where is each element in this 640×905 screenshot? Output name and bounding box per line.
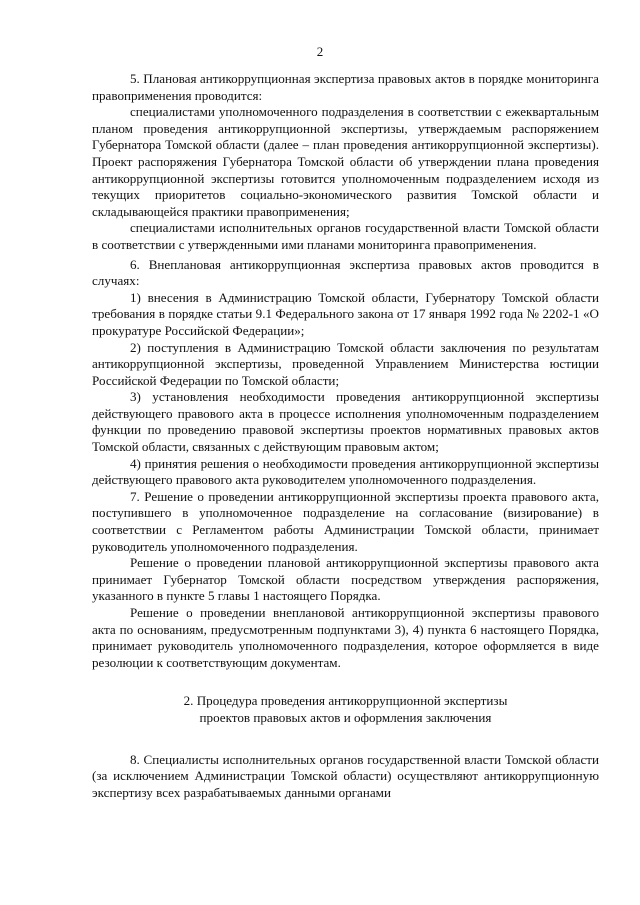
document-body [92,71,599,801]
paragraph-7: 7. Решение о проведении антикоррупционной экспертизы проекта правового акта, поступившего в уполномоченное подразделение на согласование (визирование) в соответствии с Регламентом работы Администрации Томской области, принимает руководитель уполномоченного подразделения. [92,488,599,554]
section-heading-line-2: проектов правовых актов и оформления заключения [199,709,492,725]
section-heading [92,693,599,726]
paragraph-5-item-1: специалистами уполномоченного подразделения в соответствии с ежеквартальным планом проведения антикоррупционной экспертизы, утверждаемым распоряжением Губернатора Томской области (далее – план проведения антикоррупционной экспертизы). Проект распоряжения Губернатора Томской области об утверждении плана проведения антикоррупционной экспертизы готовится уполномоченным подразделением исходя из текущих приоритетов социально-экономического развития Томской области и складывающейся практики правоприменения; [92,104,599,219]
paragraph-7-planned: Решение о проведении плановой антикоррупционной экспертизы правового акта принимает Губернатор Томской области посредством утверждения распоряжения, указанного в пункте 5 главы 1 настоящего Порядка. [92,555,599,604]
page-number: 2 [316,44,324,59]
paragraph-5: 5. Плановая антикоррупционная экспертиза правовых актов в порядке мониторинга правоприменения проводится: [92,71,599,103]
paragraph-8: 8. Специалисты исполнительных органов государственной власти Томской области (за исключением Администрации Томской области) осуществляют антикоррупционную экспертизу всех разрабатываемых данными органами [92,751,599,800]
paragraph-6-item-2: 2) поступления в Администрацию Томской области заключения по результатам антикоррупционной экспертизы, проведенной Управлением Министерства юстиции Российской Федерации по Томской области; [92,339,599,388]
paragraph-5-item-2: специалистами исполнительных органов государственной власти Томской области в соответствии с утвержденными ими планами мониторинга правоприменения. [92,220,599,252]
paragraph-7-unplanned: Решение о проведении внеплановой антикоррупционной экспертизы правового акта по основаниям, предусмотренным подпунктами 3), 4) пункта 6 настоящего Порядка, принимает руководитель уполномоченного подразделения, которое оформляется в виде резолюции к соответствующим документам. [92,605,599,670]
paragraph-6-item-3: 3) установления необходимости проведения антикоррупционной экспертизы действующего правового акта в процессе исполнения уполномоченным подразделением функции по проведению правовой экспертизы проектов нормативных правовых актов Томской области, связанных с действующим правовым актом; [92,389,599,455]
paragraph-6: 6. Внеплановая антикоррупционная экспертиза правовых актов проводится в случаях: [92,256,599,289]
section-heading-line-1: 2. Процедура проведения антикоррупционной экспертизы [183,693,508,709]
paragraph-6-item-4: 4) принятия решения о необходимости проведения антикоррупционной экспертизы действующего правового акта руководителем уполномоченного подразделения. [92,455,599,488]
paragraph-6-item-1: 1) внесения в Администрацию Томской области, Губернатору Томской области требования в порядке статьи 9.1 Федерального закона от 17 января 1992 года № 2202-1 «О прокуратуре Российской Федерации»; [92,289,599,338]
